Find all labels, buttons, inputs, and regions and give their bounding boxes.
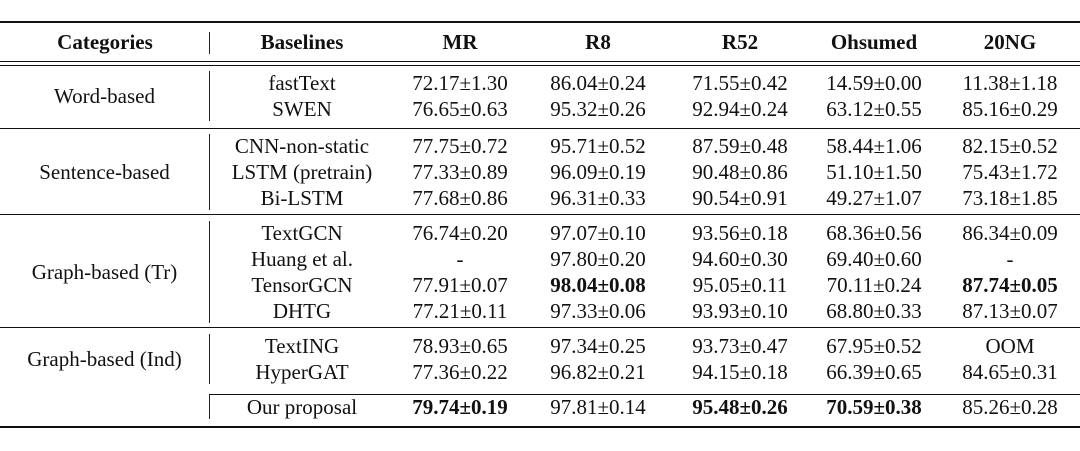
result-value: 77.33±0.89 bbox=[412, 159, 508, 184]
category-label: Word-based bbox=[54, 83, 155, 108]
result-value: 77.91±0.07 bbox=[412, 272, 508, 297]
result-value: 77.36±0.22 bbox=[412, 359, 508, 384]
result-value: 94.60±0.30 bbox=[692, 246, 788, 271]
result-value: 97.33±0.06 bbox=[550, 298, 646, 323]
result-value: 78.93±0.65 bbox=[412, 334, 508, 358]
result-value: 71.55±0.42 bbox=[692, 71, 788, 95]
result-value: 93.93±0.10 bbox=[692, 298, 788, 323]
result-value: 87.59±0.48 bbox=[692, 134, 788, 158]
column-separator bbox=[209, 221, 210, 323]
result-value: 68.80±0.33 bbox=[826, 298, 922, 323]
column-separator bbox=[209, 395, 210, 419]
result-value: 70.59±0.38 bbox=[826, 395, 922, 419]
header-rule-upper bbox=[0, 61, 1080, 62]
result-value: 63.12±0.55 bbox=[826, 96, 922, 121]
baseline-name: TensorGCN bbox=[251, 272, 353, 297]
result-value: 95.32±0.26 bbox=[550, 96, 646, 121]
result-value: OOM bbox=[985, 334, 1035, 358]
result-value: 93.56±0.18 bbox=[692, 221, 788, 245]
group-rule bbox=[0, 327, 1080, 328]
bottom-rule bbox=[0, 426, 1080, 428]
result-value: 70.11±0.24 bbox=[826, 272, 922, 297]
column-separator bbox=[209, 134, 210, 210]
baseline-name: CNN-non-static bbox=[234, 134, 370, 158]
result-value: 97.34±0.25 bbox=[550, 334, 646, 358]
category-label: Graph-based (Tr) bbox=[31, 259, 178, 284]
baseline-name: LSTM (pretrain) bbox=[231, 159, 373, 184]
result-value: 77.68±0.86 bbox=[412, 185, 508, 210]
baseline-name: Huang et al. bbox=[250, 246, 354, 271]
header-rule-lower bbox=[0, 65, 1080, 66]
top-rule bbox=[0, 21, 1080, 23]
result-value: 77.21±0.11 bbox=[412, 298, 508, 323]
result-value: 14.59±0.00 bbox=[826, 71, 922, 95]
result-value: 82.15±0.52 bbox=[962, 134, 1058, 158]
result-value: 97.80±0.20 bbox=[550, 246, 646, 271]
proposal-rule bbox=[209, 394, 1080, 395]
header-r52: R52 bbox=[721, 30, 759, 54]
result-value: 96.31±0.33 bbox=[550, 185, 646, 210]
result-value: 67.95±0.52 bbox=[826, 334, 922, 358]
baseline-name: SWEN bbox=[272, 96, 332, 121]
result-value: 98.04±0.08 bbox=[550, 272, 646, 297]
header-20ng: 20NG bbox=[983, 30, 1037, 54]
baseline-name: DHTG bbox=[272, 298, 332, 323]
group-rule bbox=[0, 214, 1080, 215]
result-value: - bbox=[1006, 246, 1014, 271]
result-value: 73.18±1.85 bbox=[962, 185, 1058, 210]
header-ohsumed: Ohsumed bbox=[830, 30, 918, 54]
column-separator bbox=[209, 32, 210, 54]
result-value: 76.65±0.63 bbox=[412, 96, 508, 121]
baseline-name: HyperGAT bbox=[255, 359, 349, 384]
header-baselines: Baselines bbox=[260, 30, 344, 54]
result-value: - bbox=[456, 246, 464, 271]
baseline-name: TextGCN bbox=[261, 221, 343, 245]
result-value: 96.82±0.21 bbox=[550, 359, 646, 384]
result-value: 85.26±0.28 bbox=[962, 395, 1058, 419]
result-value: 77.75±0.72 bbox=[412, 134, 508, 158]
result-value: 95.48±0.26 bbox=[692, 395, 788, 419]
result-value: 95.71±0.52 bbox=[550, 134, 646, 158]
baseline-name: Bi-LSTM bbox=[260, 185, 344, 210]
result-value: 90.54±0.91 bbox=[692, 185, 788, 210]
result-value: 97.81±0.14 bbox=[550, 395, 646, 419]
result-value: 97.07±0.10 bbox=[550, 221, 646, 245]
result-value: 68.36±0.56 bbox=[826, 221, 922, 245]
result-value: 94.15±0.18 bbox=[692, 359, 788, 384]
result-value: 72.17±1.30 bbox=[412, 71, 508, 95]
result-value: 75.43±1.72 bbox=[962, 159, 1058, 184]
baseline-name: TextING bbox=[264, 334, 340, 358]
result-value: 84.65±0.31 bbox=[962, 359, 1058, 384]
result-value: 96.09±0.19 bbox=[550, 159, 646, 184]
result-value: 93.73±0.47 bbox=[692, 334, 788, 358]
result-value: 86.04±0.24 bbox=[550, 71, 646, 95]
result-value: 49.27±1.07 bbox=[826, 185, 922, 210]
result-value: 95.05±0.11 bbox=[692, 272, 788, 297]
header-mr: MR bbox=[442, 30, 478, 54]
result-value: 90.48±0.86 bbox=[692, 159, 788, 184]
result-value: 58.44±1.06 bbox=[826, 134, 922, 158]
result-value: 85.16±0.29 bbox=[962, 96, 1058, 121]
result-value: 79.74±0.19 bbox=[412, 395, 508, 419]
result-value: 87.74±0.05 bbox=[962, 272, 1058, 297]
baseline-name: Our proposal bbox=[246, 395, 358, 419]
column-separator bbox=[209, 71, 210, 121]
result-value: 51.10±1.50 bbox=[826, 159, 922, 184]
category-label: Sentence-based bbox=[39, 159, 170, 184]
result-value: 11.38±1.18 bbox=[962, 71, 1058, 95]
header-r8: R8 bbox=[585, 30, 611, 54]
category-label: Graph-based (Ind) bbox=[27, 346, 182, 371]
result-value: 87.13±0.07 bbox=[962, 298, 1058, 323]
result-value: 92.94±0.24 bbox=[692, 96, 788, 121]
result-value: 66.39±0.65 bbox=[826, 359, 922, 384]
header-categories: Categories bbox=[57, 30, 153, 54]
baseline-name: fastText bbox=[268, 71, 336, 95]
result-value: 86.34±0.09 bbox=[962, 221, 1058, 245]
column-separator bbox=[209, 334, 210, 384]
result-value: 69.40±0.60 bbox=[826, 246, 922, 271]
result-value: 76.74±0.20 bbox=[412, 221, 508, 245]
group-rule bbox=[0, 128, 1080, 129]
